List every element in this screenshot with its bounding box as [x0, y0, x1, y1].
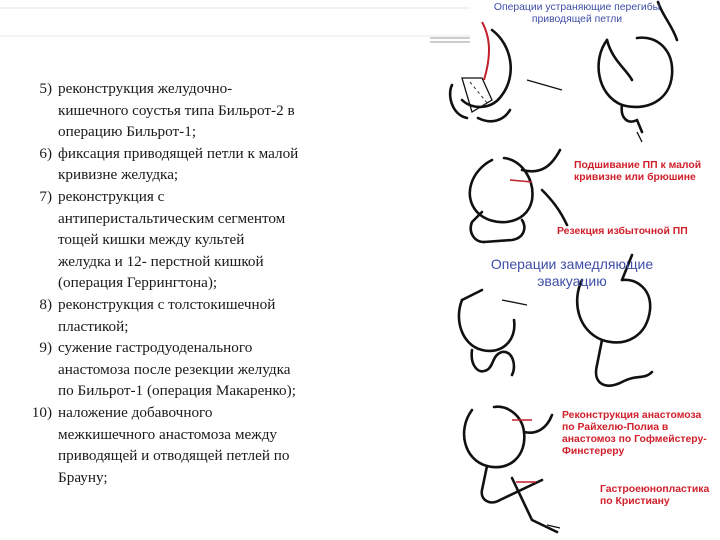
list-item: [22, 78, 382, 143]
surgery-diagram-panel: [432, 0, 720, 540]
text-line: межкишечного анастомоза между: [58, 425, 278, 443]
text-line: фиксация приводящей петли к малой: [58, 144, 299, 162]
text-line: антиперистальтическим сегментом: [58, 209, 286, 227]
text-line: реконструкция с: [58, 187, 165, 205]
caption-line: Подшивание ПП к малой: [574, 160, 702, 171]
text-line: приводящей и отводящей петлей по: [58, 447, 290, 465]
item-text: [58, 294, 382, 337]
item-text: [58, 402, 382, 488]
item-number: 7): [39, 187, 52, 205]
text-line: пластикой;: [58, 317, 129, 335]
item-number: 6): [39, 144, 52, 162]
caption-podshivanie: [574, 160, 701, 184]
text-line: анастомоза после резекции желудка: [58, 360, 291, 378]
caption-line: по Райхелю-Полиа в: [562, 422, 669, 433]
title-line: приводящей петли: [531, 14, 623, 25]
item-number: 8): [39, 295, 52, 313]
list-item: [22, 294, 382, 337]
caption-gastro: [600, 484, 709, 508]
list-item: [22, 143, 382, 186]
item-text: [58, 337, 382, 402]
text-line: (операция Геррингтона);: [58, 274, 218, 292]
text-line: Брауну;: [58, 468, 108, 486]
list-item: [22, 402, 382, 488]
caption-line: по Кристиану: [600, 496, 670, 507]
caption-line: Гастроеюнопластика: [600, 484, 710, 495]
caption-line: Финстереру: [562, 446, 625, 457]
text-line: тощей кишки между культей: [58, 231, 245, 249]
item-number: 9): [39, 339, 52, 357]
caption-line: кривизне или брюшине: [574, 172, 696, 183]
caption-rekonstrukciya: [562, 410, 707, 458]
text-line: сужение гастродуоденального: [58, 339, 253, 357]
operations-list: [22, 78, 382, 488]
title-line: Операции устраняющие перегибы: [493, 2, 661, 13]
text-line: операцию Бильрот-1;: [58, 123, 197, 141]
item-text: [58, 78, 382, 143]
text-line: реконструкция с толстокишечной: [58, 295, 276, 313]
caption-line: Резекция избыточной ПП: [557, 226, 688, 237]
text-line: кривизне желудка;: [58, 166, 179, 184]
decorative-header: [0, 0, 470, 60]
diagram-row-2: [470, 150, 567, 242]
item-text: [58, 186, 382, 294]
text-line: реконструкция желудочно-: [58, 80, 233, 97]
corner-lines: [0, 0, 470, 60]
text-line: желудка и 12- перстной кишкой: [58, 252, 264, 270]
list-item: [22, 337, 382, 402]
caption-line: анастомоз по Гофмейстеру-: [562, 434, 707, 445]
text-line: наложение добавочного: [58, 403, 213, 421]
diagram-title: [487, 2, 667, 26]
list-item: [22, 186, 382, 294]
item-number: 5): [39, 80, 52, 97]
section-heading-line: Операции замедляющие: [490, 256, 654, 272]
section-heading-line: эвакуацию: [537, 273, 607, 289]
caption-line: Реконструкция анастомоза: [562, 410, 702, 421]
diagram-row-4: [464, 407, 560, 532]
text-line: по Бильрот-1 (операция Макаренко);: [58, 382, 296, 400]
text-line: кишечного соустья типа Бильрот-2 в: [58, 101, 295, 119]
section-heading: [472, 256, 672, 290]
item-number: 10): [31, 403, 52, 421]
caption-rezekciya: [557, 226, 688, 238]
item-text: [58, 143, 382, 186]
